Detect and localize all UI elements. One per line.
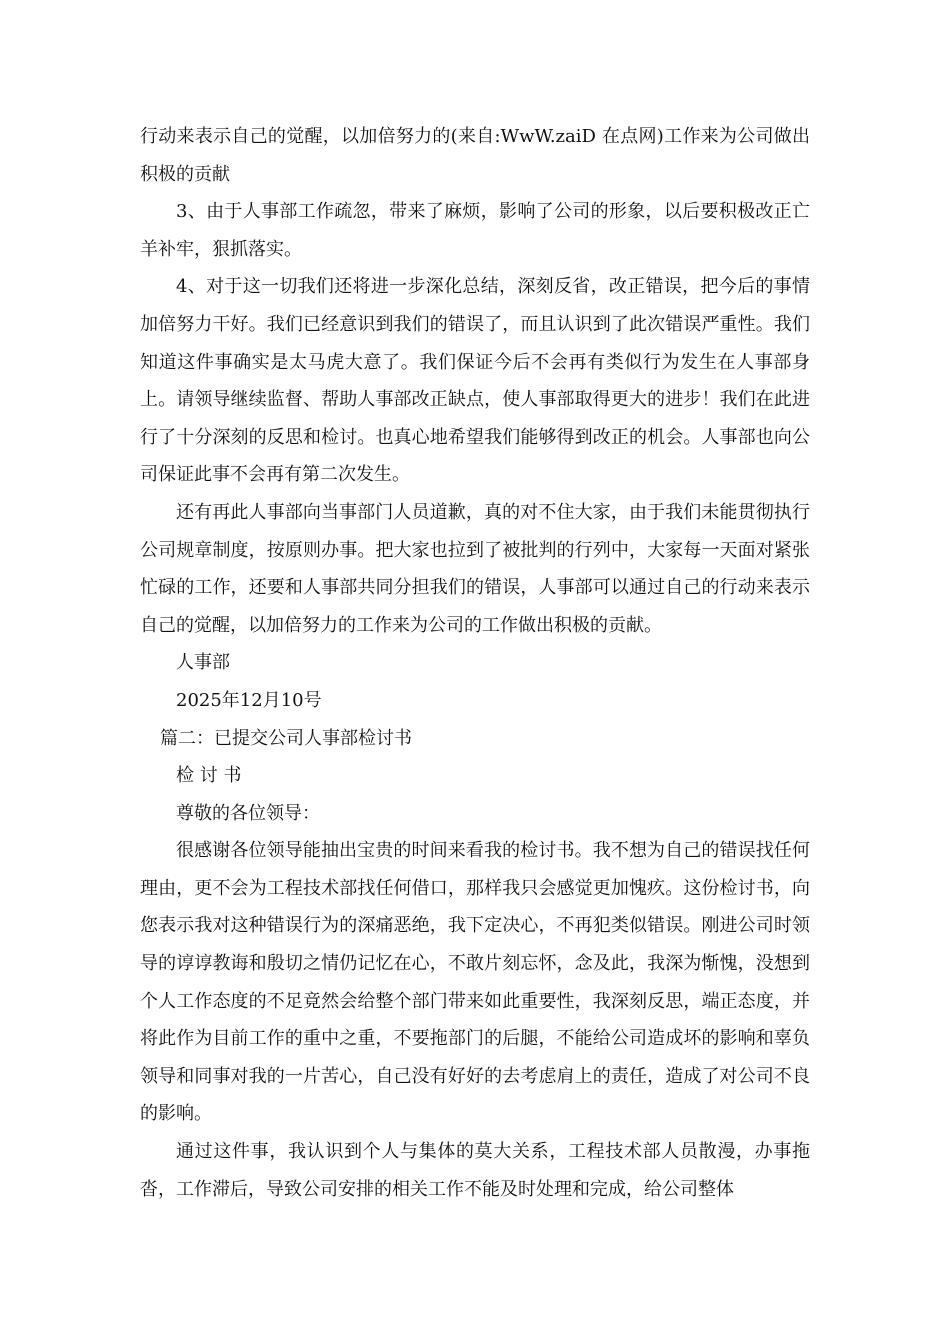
paragraph-continuation: 行动来表示自己的觉醒，以加倍努力的(来自:WwW.zaiD 在点网)工作来为公司做出积极的贡献 (140, 126, 810, 185)
paragraph-item-4: 4、对于这一切我们还将进一步深化总结，深刻反省，改正错误，把今后的事情加倍努力干好。我们已经意识到我们的错误了，而且认识到了此次错误严重性。我们知道这件事确实是太马虎大意了。我们保证今后不会再有类似行为发生在人事部身上。请领导继续监督、帮助人事部改正缺点，使人事部取得更大的进步！我们在此进行了十分深刻的反思和检讨。也真心地希望我们能够得到改正的机会。人事部也向公司保证此事不会再有第二次发生。 (140, 276, 810, 486)
signature: 人事部 (176, 652, 230, 674)
paragraph-reflection: 通过这件事，我认识到个人与集体的莫大关系，工程技术部人员散漫，办事拖沓，工作滞后，导致公司安排的相关工作不能及时处理和完成，给公司整体 (140, 1141, 810, 1200)
section-title: 篇二：已提交公司人事部检讨书 (160, 727, 412, 749)
date: 2025年12月10号 (176, 689, 322, 711)
salutation: 尊敬的各位领导： (176, 802, 320, 824)
document-title: 检 讨 书 (176, 765, 242, 787)
paragraph-intro: 很感谢各位领导能抽出宝贵的时间来看我的检讨书。我不想为自己的错误找任何理由，更不会为工程技术部找任何借口，那样我只会感觉更加愧疚。这份检讨书，向您表示我对这种错误行为的深痛恶绝，我下定决心，不再犯类似错误。刚进公司时领导的谆谆教诲和殷切之情仍记忆在心，不敢片刻忘怀，念及此，我深为惭愧，没想到个人工作态度的不足竟然会给整个部门带来如此重要性，我深刻反思，端正态度，并将此作为目前工作的重中之重，不要拖部门的后腿，不能给公司造成坏的影响和辜负领导和同事对我的一片苦心，自己没有好好的去考虑肩上的责任，造成了对公司不良的影响。 (140, 840, 810, 1125)
document-body (140, 118, 810, 1208)
paragraph-apology: 还有再此人事部向当事部门人员道歉，真的对不住大家，由于我们未能贯彻执行公司规章制度，按原则办事。把大家也拉到了被批判的行列中，大家每一天面对紧张忙碌的工作，还要和人事部共同分担我们的错误，人事部可以通过自己的行动来表示自己的觉醒，以加倍努力的工作来为公司的工作做出积极的贡献。 (140, 501, 810, 636)
paragraph-item-3: 3、由于人事部工作疏忽，带来了麻烦，影响了公司的形象，以后要积极改正亡羊补牢，狠抓落实。 (140, 201, 810, 260)
